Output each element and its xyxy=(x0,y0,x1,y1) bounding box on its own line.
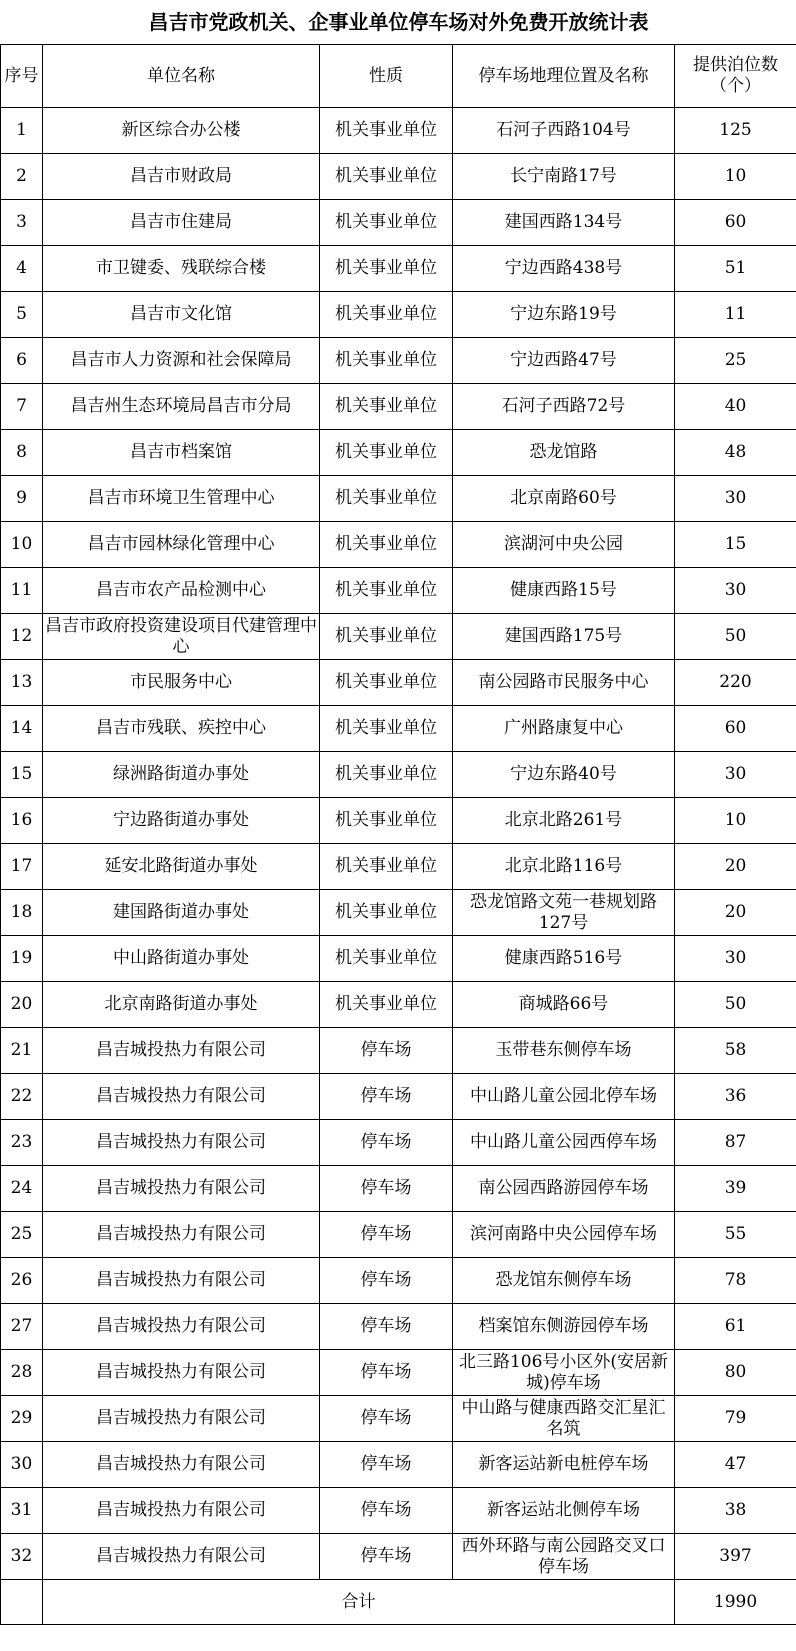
unit-name: 昌吉城投热力有限公司 xyxy=(43,1350,320,1396)
parking-location: 石河子西路104号 xyxy=(453,108,675,154)
unit-name: 北京南路街道办事处 xyxy=(43,982,320,1028)
parking-location: 新客运站新电桩停车场 xyxy=(453,1442,675,1488)
table-row xyxy=(1,522,796,568)
unit-name: 昌吉城投热力有限公司 xyxy=(43,1166,320,1212)
parking-location: 宁边西路438号 xyxy=(453,246,675,292)
row-number: 14 xyxy=(1,706,43,752)
unit-name: 昌吉市园林绿化管理中心 xyxy=(43,522,320,568)
header-cell: 性质 xyxy=(320,45,453,108)
row-number: 7 xyxy=(1,384,43,430)
table-row xyxy=(1,568,796,614)
table-row xyxy=(1,1212,796,1258)
parking-spots: 55 xyxy=(675,1212,796,1258)
total-value: 1990 xyxy=(675,1580,796,1625)
unit-type: 机关事业单位 xyxy=(320,752,453,798)
row-number: 12 xyxy=(1,614,43,660)
table-row xyxy=(1,1304,796,1350)
parking-spots: 50 xyxy=(675,614,796,660)
parking-location: 中山路与健康西路交汇星汇名筑 xyxy=(453,1396,675,1442)
header-cell: 序号 xyxy=(1,45,43,108)
unit-name: 昌吉市农产品检测中心 xyxy=(43,568,320,614)
page-title: 昌吉市党政机关、企事业单位停车场对外免费开放统计表 xyxy=(1,0,796,45)
unit-type: 机关事业单位 xyxy=(320,890,453,936)
unit-name: 昌吉市档案馆 xyxy=(43,430,320,476)
row-number: 21 xyxy=(1,1028,43,1074)
title-row xyxy=(1,0,796,45)
row-number: 20 xyxy=(1,982,43,1028)
table-row xyxy=(1,1534,796,1580)
parking-location: 恐龙馆东侧停车场 xyxy=(453,1258,675,1304)
unit-type: 停车场 xyxy=(320,1166,453,1212)
row-number: 8 xyxy=(1,430,43,476)
unit-type: 机关事业单位 xyxy=(320,246,453,292)
unit-type: 停车场 xyxy=(320,1258,453,1304)
table-row xyxy=(1,614,796,660)
table-row xyxy=(1,1350,796,1396)
row-number: 2 xyxy=(1,154,43,200)
row-number: 6 xyxy=(1,338,43,384)
parking-location: 长宁南路17号 xyxy=(453,154,675,200)
table-row xyxy=(1,1028,796,1074)
row-number: 18 xyxy=(1,890,43,936)
table-row xyxy=(1,384,796,430)
table-body xyxy=(1,108,796,1580)
table-row xyxy=(1,660,796,706)
row-number: 17 xyxy=(1,844,43,890)
parking-location: 恐龙馆路文苑一巷规划路127号 xyxy=(453,890,675,936)
unit-name: 新区综合办公楼 xyxy=(43,108,320,154)
table-row xyxy=(1,982,796,1028)
parking-spots: 11 xyxy=(675,292,796,338)
parking-spots: 51 xyxy=(675,246,796,292)
parking-location: 南公园西路游园停车场 xyxy=(453,1166,675,1212)
unit-type: 机关事业单位 xyxy=(320,154,453,200)
table-row xyxy=(1,200,796,246)
unit-name: 昌吉城投热力有限公司 xyxy=(43,1442,320,1488)
parking-spots: 10 xyxy=(675,154,796,200)
parking-spots: 47 xyxy=(675,1442,796,1488)
unit-type: 机关事业单位 xyxy=(320,108,453,154)
unit-type: 机关事业单位 xyxy=(320,338,453,384)
unit-name: 昌吉城投热力有限公司 xyxy=(43,1534,320,1580)
parking-location: 滨湖河中央公园 xyxy=(453,522,675,568)
table-row xyxy=(1,798,796,844)
parking-spots: 220 xyxy=(675,660,796,706)
parking-spots: 50 xyxy=(675,982,796,1028)
parking-spots: 125 xyxy=(675,108,796,154)
unit-name: 昌吉城投热力有限公司 xyxy=(43,1120,320,1166)
table-row xyxy=(1,1258,796,1304)
parking-location: 宁边西路47号 xyxy=(453,338,675,384)
unit-name: 昌吉城投热力有限公司 xyxy=(43,1028,320,1074)
parking-location: 北京北路261号 xyxy=(453,798,675,844)
table-row xyxy=(1,1074,796,1120)
unit-type: 机关事业单位 xyxy=(320,660,453,706)
parking-location: 北京南路60号 xyxy=(453,476,675,522)
unit-type: 机关事业单位 xyxy=(320,936,453,982)
parking-location: 建国西路175号 xyxy=(453,614,675,660)
unit-type: 机关事业单位 xyxy=(320,200,453,246)
table-row xyxy=(1,890,796,936)
row-number: 13 xyxy=(1,660,43,706)
row-number: 3 xyxy=(1,200,43,246)
unit-type: 停车场 xyxy=(320,1120,453,1166)
row-number: 11 xyxy=(1,568,43,614)
row-number: 5 xyxy=(1,292,43,338)
table-row xyxy=(1,292,796,338)
row-number: 1 xyxy=(1,108,43,154)
parking-location: 中山路儿童公园北停车场 xyxy=(453,1074,675,1120)
table-row xyxy=(1,706,796,752)
table-row xyxy=(1,154,796,200)
table-row xyxy=(1,246,796,292)
parking-location: 滨河南路中央公园停车场 xyxy=(453,1212,675,1258)
unit-name: 昌吉州生态环境局昌吉市分局 xyxy=(43,384,320,430)
parking-spots: 39 xyxy=(675,1166,796,1212)
unit-type: 机关事业单位 xyxy=(320,292,453,338)
table-row xyxy=(1,1120,796,1166)
parking-location: 健康西路516号 xyxy=(453,936,675,982)
header-row xyxy=(1,45,796,108)
parking-spots: 15 xyxy=(675,522,796,568)
parking-location: 恐龙馆路 xyxy=(453,430,675,476)
unit-type: 机关事业单位 xyxy=(320,522,453,568)
parking-spots: 30 xyxy=(675,752,796,798)
parking-location: 石河子西路72号 xyxy=(453,384,675,430)
row-number: 22 xyxy=(1,1074,43,1120)
row-number: 28 xyxy=(1,1350,43,1396)
table-row xyxy=(1,430,796,476)
unit-type: 停车场 xyxy=(320,1212,453,1258)
parking-location: 南公园路市民服务中心 xyxy=(453,660,675,706)
unit-name: 昌吉市残联、疾控中心 xyxy=(43,706,320,752)
unit-type: 停车场 xyxy=(320,1442,453,1488)
parking-spots: 60 xyxy=(675,706,796,752)
row-number: 31 xyxy=(1,1488,43,1534)
unit-name: 中山路街道办事处 xyxy=(43,936,320,982)
unit-name: 绿洲路街道办事处 xyxy=(43,752,320,798)
row-number: 30 xyxy=(1,1442,43,1488)
unit-type: 机关事业单位 xyxy=(320,430,453,476)
unit-type: 停车场 xyxy=(320,1304,453,1350)
unit-type: 停车场 xyxy=(320,1350,453,1396)
unit-name: 昌吉城投热力有限公司 xyxy=(43,1488,320,1534)
row-number: 16 xyxy=(1,798,43,844)
unit-name: 昌吉市财政局 xyxy=(43,154,320,200)
unit-type: 机关事业单位 xyxy=(320,614,453,660)
parking-spots: 30 xyxy=(675,568,796,614)
table-row xyxy=(1,1442,796,1488)
parking-location: 北京北路116号 xyxy=(453,844,675,890)
unit-name: 建国路街道办事处 xyxy=(43,890,320,936)
parking-location: 商城路66号 xyxy=(453,982,675,1028)
total-label: 合计 xyxy=(43,1580,675,1625)
unit-name: 昌吉市人力资源和社会保障局 xyxy=(43,338,320,384)
parking-location: 新客运站北侧停车场 xyxy=(453,1488,675,1534)
parking-spots: 30 xyxy=(675,936,796,982)
row-number: 15 xyxy=(1,752,43,798)
parking-location: 西外环路与南公园路交叉口停车场 xyxy=(453,1534,675,1580)
row-number: 9 xyxy=(1,476,43,522)
parking-spots: 58 xyxy=(675,1028,796,1074)
parking-spots: 87 xyxy=(675,1120,796,1166)
unit-type: 机关事业单位 xyxy=(320,798,453,844)
total-row xyxy=(1,1580,796,1625)
row-number: 24 xyxy=(1,1166,43,1212)
parking-location: 宁边东路19号 xyxy=(453,292,675,338)
parking-spots: 78 xyxy=(675,1258,796,1304)
table-row xyxy=(1,1488,796,1534)
table-row xyxy=(1,752,796,798)
parking-location: 健康西路15号 xyxy=(453,568,675,614)
table-row xyxy=(1,844,796,890)
row-number: 23 xyxy=(1,1120,43,1166)
row-number: 29 xyxy=(1,1396,43,1442)
header-cell: 提供泊位数（个） xyxy=(675,45,796,108)
row-number: 25 xyxy=(1,1212,43,1258)
unit-name: 昌吉城投热力有限公司 xyxy=(43,1074,320,1120)
parking-location: 宁边东路40号 xyxy=(453,752,675,798)
unit-type: 机关事业单位 xyxy=(320,384,453,430)
table-row xyxy=(1,108,796,154)
unit-name: 市民服务中心 xyxy=(43,660,320,706)
parking-location: 北三路106号小区外(安居新城)停车场 xyxy=(453,1350,675,1396)
total-empty-cell xyxy=(1,1580,43,1625)
parking-spots: 40 xyxy=(675,384,796,430)
unit-name: 延安北路街道办事处 xyxy=(43,844,320,890)
table-row xyxy=(1,1396,796,1442)
unit-name: 昌吉市政府投资建设项目代建管理中心 xyxy=(43,614,320,660)
unit-type: 停车场 xyxy=(320,1534,453,1580)
unit-name: 昌吉市环境卫生管理中心 xyxy=(43,476,320,522)
unit-name: 昌吉城投热力有限公司 xyxy=(43,1258,320,1304)
parking-location: 档案馆东侧游园停车场 xyxy=(453,1304,675,1350)
header-cell: 停车场地理位置及名称 xyxy=(453,45,675,108)
table-row xyxy=(1,1166,796,1212)
unit-type: 机关事业单位 xyxy=(320,982,453,1028)
parking-spots: 36 xyxy=(675,1074,796,1120)
unit-name: 昌吉城投热力有限公司 xyxy=(43,1212,320,1258)
row-number: 10 xyxy=(1,522,43,568)
parking-spots: 20 xyxy=(675,844,796,890)
table-row xyxy=(1,476,796,522)
table-row xyxy=(1,338,796,384)
parking-location: 玉带巷东侧停车场 xyxy=(453,1028,675,1074)
unit-type: 停车场 xyxy=(320,1396,453,1442)
row-number: 19 xyxy=(1,936,43,982)
parking-location: 建国西路134号 xyxy=(453,200,675,246)
row-number: 4 xyxy=(1,246,43,292)
parking-spots: 48 xyxy=(675,430,796,476)
unit-name: 昌吉城投热力有限公司 xyxy=(43,1396,320,1442)
parking-location: 中山路儿童公园西停车场 xyxy=(453,1120,675,1166)
parking-spots: 79 xyxy=(675,1396,796,1442)
unit-name: 昌吉市住建局 xyxy=(43,200,320,246)
header-cell: 单位名称 xyxy=(43,45,320,108)
unit-type: 停车场 xyxy=(320,1488,453,1534)
unit-name: 市卫键委、残联综合楼 xyxy=(43,246,320,292)
row-number: 27 xyxy=(1,1304,43,1350)
row-number: 26 xyxy=(1,1258,43,1304)
parking-spots: 25 xyxy=(675,338,796,384)
parking-spots: 10 xyxy=(675,798,796,844)
parking-location: 广州路康复中心 xyxy=(453,706,675,752)
unit-type: 停车场 xyxy=(320,1028,453,1074)
unit-name: 宁边路街道办事处 xyxy=(43,798,320,844)
unit-name: 昌吉城投热力有限公司 xyxy=(43,1304,320,1350)
parking-spots: 38 xyxy=(675,1488,796,1534)
parking-spots: 397 xyxy=(675,1534,796,1580)
parking-spots: 20 xyxy=(675,890,796,936)
parking-spots: 60 xyxy=(675,200,796,246)
parking-spots: 61 xyxy=(675,1304,796,1350)
unit-type: 停车场 xyxy=(320,1074,453,1120)
unit-type: 机关事业单位 xyxy=(320,844,453,890)
parking-spots: 30 xyxy=(675,476,796,522)
unit-type: 机关事业单位 xyxy=(320,568,453,614)
row-number: 32 xyxy=(1,1534,43,1580)
table-row xyxy=(1,936,796,982)
unit-type: 机关事业单位 xyxy=(320,476,453,522)
unit-type: 机关事业单位 xyxy=(320,706,453,752)
parking-spots: 80 xyxy=(675,1350,796,1396)
unit-name: 昌吉市文化馆 xyxy=(43,292,320,338)
